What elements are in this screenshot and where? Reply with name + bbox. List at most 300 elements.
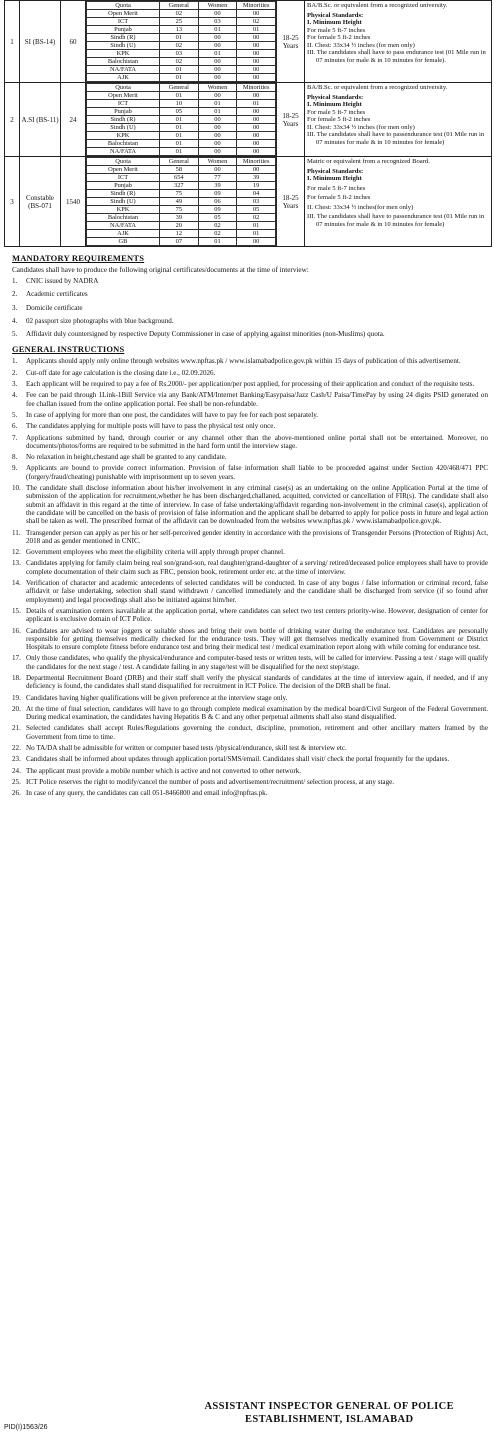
female-height: For female 5 ft-2 inches (307, 194, 371, 201)
quota-cell-value: 00 (237, 50, 276, 58)
item-number: 7. (12, 433, 18, 442)
quota-cell-value: 01 (198, 238, 237, 246)
quota-cell-value: Punjab (87, 108, 160, 116)
quota-row (87, 116, 276, 124)
quota-cell-value: 00 (198, 34, 237, 42)
item-number: 20. (12, 704, 21, 713)
item-text: Candidates shall be informed about updates through application portal/SMS/email. Candidates shall visit/ check the portal frequently for the updates. (26, 755, 450, 764)
physical-standards-heading: Physical Standards: (307, 167, 364, 175)
physical-standards-heading: Physical Standards: (307, 11, 364, 19)
item-number: 16. (12, 626, 21, 635)
item-number: 19. (12, 693, 21, 702)
quota-header-cell: General (160, 2, 199, 10)
quota-row (87, 42, 276, 50)
quota-row (87, 214, 276, 222)
list-item (4, 453, 488, 461)
quota-cell-value: 05 (160, 108, 199, 116)
quota-cell-value: NA/FATA (87, 66, 160, 74)
quota-row (87, 238, 276, 246)
item-number: 13. (12, 559, 21, 568)
item-text: Each applicant will be required to pay a fee of Rs.2000/- per application/per post applied, for processing of their application and conduct of the requisite tests. (26, 380, 475, 389)
quota-cell-value: 00 (237, 166, 276, 174)
quota-cell-value: 02 (198, 230, 237, 238)
list-item (4, 330, 488, 338)
quota-cell-value: 00 (237, 92, 276, 100)
quota-cell-value: 75 (160, 190, 199, 198)
quota-cell-value: 07 (160, 238, 199, 246)
quota-cell (86, 1, 277, 83)
post-serial: 2 (5, 83, 20, 157)
post-total: 24 (61, 83, 86, 157)
quota-row (87, 108, 276, 116)
quota-row (87, 10, 276, 18)
quota-cell-value: 49 (160, 198, 199, 206)
quota-cell-value: 00 (198, 166, 237, 174)
item-text: The candidates applying for multiple posts will have to pass the physical test only once. (26, 422, 276, 431)
quota-row (87, 182, 276, 190)
quota-cell-value: 01 (237, 100, 276, 108)
item-text: Applications submitted by hand, through courier or any channel other than the above-mentioned online portal shall not be entertained. Moreover, no documents/photos/forms are required to be submitted in the hard form until the interview stage. (26, 433, 488, 450)
item-text: Verification of character and academic antecedents of selected candidates will be conducted. In case of any bogus / false information or criminal record, false affidavit or false undertaking, selection shall stand withdrawn / cancelled immediately and the candidate shall be discharged from service (if so found after employment) and legal proceedings shall also be initiated against him/her. (26, 579, 488, 604)
quota-row (87, 34, 276, 42)
item-text: Departmental Recruitment Board (DRB) and their staff shall verify the physical standards of candidates at the time of interview again, if needed, and if any deficiency is found, the candidates shall stand disqualified for recruitment in ICT Police. The decision of the DRB shall be final. (26, 673, 488, 691)
item-text: CNIC issued by NADRA (26, 277, 99, 285)
quota-cell-value: AJK (87, 230, 160, 238)
male-height: For male 5 ft-7 inches (307, 184, 366, 192)
quota-row (87, 74, 276, 82)
list-item (4, 789, 488, 797)
item-text: Fee can be paid through 1Link-1Bill Service via any Bank/ATM/Internet Banking/Easypaisa/Jazz Cash/U Paisa/TimePay by using 24 digits PSID generated on fee challan issued from the online application portal. Fee shall be non-refundable. (26, 391, 488, 408)
item-number: 14. (12, 579, 21, 588)
quota-cell-value: 02 (160, 58, 199, 66)
quota-row (87, 174, 276, 182)
item-number: 24. (12, 766, 21, 775)
item-number: 25. (12, 777, 21, 786)
quota-row (87, 166, 276, 174)
quota-cell-value: 39 (237, 174, 276, 182)
item-text: Applicants should apply only online through websites www.npftas.pk / www.islamabadpolice.gov.pk within 15 days of publication of this advertisement. (26, 357, 461, 366)
post-row (5, 1, 492, 83)
quota-cell-value: 00 (237, 140, 276, 148)
quota-cell-value: Punjab (87, 26, 160, 34)
quota-row (87, 148, 276, 156)
list-item (4, 767, 488, 775)
item-number: 23. (12, 755, 21, 764)
post-serial: 1 (5, 1, 20, 83)
quota-cell-value: 01 (198, 50, 237, 58)
list-item (4, 434, 488, 451)
quota-header-cell: Quota (87, 84, 160, 92)
quota-cell-value: 77 (198, 174, 237, 182)
item-number: 1. (12, 277, 18, 285)
quota-cell-value: 02 (237, 214, 276, 222)
list-item (4, 724, 488, 741)
quota-cell-value: 01 (160, 132, 199, 140)
pid-number: PID(I)1563/26 (4, 1424, 48, 1431)
quota-row (87, 190, 276, 198)
quota-cell-value: 00 (237, 74, 276, 82)
quota-row (87, 140, 276, 148)
quota-cell-value: KPK (87, 206, 160, 214)
qualification-text: Matric or equivalent from a recognized Board. (307, 158, 430, 165)
quota-cell-value: 04 (237, 190, 276, 198)
item-text: Selected candidates shall accept Rules/Regulations governing the conduct, discipline, promotion, retirement and other ancillary matters framed by the Government from time to time. (26, 724, 488, 741)
post-row (5, 83, 492, 157)
quota-row (87, 230, 276, 238)
quota-row (87, 222, 276, 230)
item-text: ICT Police reserves the right to modify/cancel the number of posts and advertisement/recruitment/ selection process, at any stage. (26, 777, 395, 786)
quota-cell (86, 157, 277, 247)
quota-cell-value: 00 (198, 140, 237, 148)
quota-cell-value: Open Merit (87, 10, 160, 18)
quota-row (87, 206, 276, 214)
item-text: The applicant must provide a mobile number which is active and not converted to other network. (26, 766, 302, 775)
quota-cell-value: 00 (198, 132, 237, 140)
male-height: For male 5 ft-7 inches (307, 108, 366, 116)
quota-cell-value: 75 (160, 206, 199, 214)
item-number: 6. (12, 422, 18, 431)
quota-table (86, 1, 276, 82)
quota-cell-value: 01 (160, 124, 199, 132)
quota-row (87, 18, 276, 26)
quota-table (86, 157, 276, 246)
qualification-cell (305, 83, 492, 157)
item-text: No relaxation in height,chestand age shall be granted to any candidate. (26, 453, 227, 462)
quota-cell-value: 00 (237, 34, 276, 42)
general-instructions-section (4, 344, 492, 797)
list-item (4, 304, 488, 312)
list-item (4, 422, 488, 430)
item-number: 15. (12, 606, 21, 615)
item-number: 4. (12, 316, 18, 325)
mandatory-list (4, 277, 492, 338)
quota-cell-value: 06 (198, 198, 237, 206)
quota-header-cell: Minorities (237, 84, 276, 92)
quota-cell-value: 327 (160, 182, 199, 190)
list-item (4, 277, 488, 285)
post-name: Constable (BS-071 (20, 157, 61, 247)
item-text: Domicile certificate (26, 303, 83, 312)
quota-cell-value: Sindh (R) (87, 34, 160, 42)
quota-header-cell: Quota (87, 2, 160, 10)
quota-cell-value: 05 (237, 206, 276, 214)
quota-header-cell: Quota (87, 158, 160, 166)
quota-cell-value: 01 (198, 26, 237, 34)
quota-cell-value: 19 (237, 182, 276, 190)
height-heading: I. Minimum Height (307, 101, 362, 108)
quota-header-cell: Women (198, 84, 237, 92)
post-name: A.SI (BS-11) (20, 83, 61, 157)
post-total: 60 (61, 1, 86, 83)
item-text: Details of examination centers isavailable at the application portal, where candidates can select two test centers priority-wise. However, designation of center for applicant is exclusive domain of ICT Police. (26, 606, 488, 624)
quota-cell-value: 20 (160, 222, 199, 230)
qualification-text: BA/B.Sc. or equivalent from a recognized university. (307, 84, 448, 91)
signatory-block (204, 1400, 454, 1426)
quota-cell-value: 00 (237, 116, 276, 124)
quota-cell-value: 00 (237, 148, 276, 156)
item-text: Applicants are bound to provide correct information. Provision of false information shall liable to be proceeded against under Section 420/468/471 PPC (forgery/fraud/cheating) punishable with imprisonment up to seven years. (26, 464, 488, 481)
posts-table (4, 0, 492, 247)
item-number: 5. (12, 410, 18, 419)
list-item (4, 484, 488, 525)
chest-standard: II. Chest: 33x34 ½ inches(for men only) (307, 203, 414, 211)
endurance-standard: III. The candidates shall have to passendurance test (01 Mile run in 07 minutes for male & in 10 minutes for female) (307, 131, 485, 146)
quota-cell-value: Balochistan (87, 214, 160, 222)
quota-cell-value: 00 (237, 108, 276, 116)
quota-header-row (87, 84, 276, 92)
item-number: 21. (12, 724, 21, 733)
item-number: 3. (12, 303, 18, 312)
chest-standard: II. Chest: 33x34 ½ inches (for men only) (307, 123, 415, 131)
post-name: SI (BS-14) (20, 1, 61, 83)
list-item (4, 357, 488, 365)
quota-cell-value: 00 (198, 148, 237, 156)
list-item (4, 411, 488, 419)
quota-cell-value: 01 (160, 66, 199, 74)
list-item (4, 654, 488, 671)
list-item (4, 391, 488, 408)
quota-cell-value: 00 (198, 10, 237, 18)
quota-cell-value: 00 (198, 58, 237, 66)
female-height: For female 5 ft-2 inches (307, 34, 371, 41)
quota-row (87, 100, 276, 108)
quota-cell-value: 02 (160, 10, 199, 18)
quota-table (86, 83, 276, 156)
post-age: 18-25 Years (277, 157, 305, 247)
quota-cell-value: Open Merit (87, 166, 160, 174)
quota-cell-value: 00 (237, 238, 276, 246)
list-item (4, 559, 488, 576)
quota-cell-value: ICT (87, 18, 160, 26)
quota-cell-value: KPK (87, 50, 160, 58)
item-number: 2. (12, 290, 18, 299)
quota-cell-value: 01 (237, 230, 276, 238)
quota-header-cell: Women (198, 2, 237, 10)
quota-cell-value: 00 (198, 124, 237, 132)
list-item (4, 694, 488, 702)
quota-cell-value: 02 (198, 222, 237, 230)
quota-cell-value: NA/FATA (87, 222, 160, 230)
quota-cell-value: 03 (160, 50, 199, 58)
general-heading: GENERAL INSTRUCTIONS (12, 344, 125, 355)
quota-cell-value: 01 (198, 108, 237, 116)
qualification-cell (305, 1, 492, 83)
list-item (4, 464, 488, 481)
item-number: 1. (12, 357, 18, 366)
post-serial: 3 (5, 157, 20, 247)
quota-cell-value: 39 (198, 182, 237, 190)
quota-cell-value: 00 (198, 42, 237, 50)
quota-cell-value: 00 (198, 92, 237, 100)
mandatory-requirements-section (4, 253, 492, 338)
quota-cell-value: 09 (198, 206, 237, 214)
list-item (4, 744, 488, 752)
quota-cell-value: 25 (160, 18, 199, 26)
quota-row (87, 66, 276, 74)
quota-row (87, 124, 276, 132)
item-number: 3. (12, 380, 18, 389)
quota-cell-value: 39 (160, 214, 199, 222)
endurance-standard: III. The candidates shall have to pass endurance test (01 Mile run in 07 minutes for male & in 10 minutes for female). (307, 49, 486, 64)
list-item (4, 529, 488, 546)
quota-cell (86, 83, 277, 157)
general-list (4, 357, 492, 797)
quota-row (87, 198, 276, 206)
quota-cell-value: KPK (87, 132, 160, 140)
male-height: For male 5 ft-7 inches (307, 26, 366, 34)
quota-cell-value: Balochistan (87, 140, 160, 148)
quota-cell-value: 00 (198, 116, 237, 124)
quota-cell-value: NA/FATA (87, 148, 160, 156)
quota-row (87, 58, 276, 66)
advertisement-page (4, 0, 492, 801)
item-number: 10. (12, 484, 21, 493)
quota-cell-value: 00 (237, 124, 276, 132)
quota-cell-value: 01 (198, 100, 237, 108)
signatory-line2: ESTABLISHMENT, ISLAMABAD (244, 1414, 414, 1425)
item-text: Transgender person can apply as per his or her self-perceived gender identity in accordance with the provisions of Transgender Persons (Protection of Rights) Act, 2018 and as gender mentioned in CNIC. (26, 528, 488, 545)
quota-cell-value: 00 (198, 74, 237, 82)
item-text: In case of any query, the candidates can call 051-8466800 and email info@npftas.pk. (26, 789, 268, 798)
list-item (4, 674, 488, 691)
quota-cell-value: 01 (160, 116, 199, 124)
item-text: Government employees who meet the eligibility criteria will apply through proper channel. (26, 548, 285, 557)
post-row (5, 157, 492, 247)
list-item (4, 548, 488, 556)
list-item (4, 317, 488, 325)
mandatory-heading: MANDATORY REQUIREMENTS (12, 253, 145, 263)
quota-cell-value: ICT (87, 174, 160, 182)
chest-standard: II. Chest: 33x34 ½ inches (for men only) (307, 41, 415, 49)
quota-cell-value: 00 (237, 10, 276, 18)
quota-cell-value: Sindh (U) (87, 198, 160, 206)
item-number: 17. (12, 654, 21, 663)
quota-header-cell: Minorities (237, 2, 276, 10)
quota-cell-value: 01 (160, 148, 199, 156)
quota-cell-value: 12 (160, 230, 199, 238)
item-text: 02 passport size photographs with blue background. (26, 316, 174, 325)
item-text: At the time of final selection, candidates will have to go through complete medical examination by the medical board/Civil Surgeon of the Federal Government. During medical examination, the candidates having Hepatitis B & C and any other perpetual ailments shall also stand disqualified. (26, 704, 488, 722)
quota-cell-value: 02 (237, 18, 276, 26)
post-age: 18-25 Years (277, 1, 305, 83)
qualification-text: BA/B.Sc. or equivalent from a recognized university. (307, 2, 448, 9)
quota-header-row (87, 2, 276, 10)
quota-header-row (87, 158, 276, 166)
height-heading: I. Minimum Height (307, 175, 362, 182)
quota-cell-value: GB (87, 238, 160, 246)
quota-cell-value: Balochistan (87, 58, 160, 66)
list-item (4, 607, 488, 624)
item-text: Cut-off date for age calculation is the closing date i.e., 02.09.2026. (26, 368, 216, 377)
item-number: 11. (12, 528, 21, 537)
quota-row (87, 50, 276, 58)
quota-cell-value: 654 (160, 174, 199, 182)
quota-cell-value: 03 (237, 198, 276, 206)
qualification-cell (305, 157, 492, 247)
item-text: Candidates applying for family claim being real son/grand-son, real daughter/grand-daughter of a serving/ retired/deceased police employees shall have to provide complete documentation of their claim such as FRC, pension book, retirement order etc. at the time of interview. (26, 559, 488, 576)
height-heading: I. Minimum Height (307, 19, 362, 26)
quota-row (87, 26, 276, 34)
item-text: No TA/DA shall be admissible for written or computer based tests /physical/endurance, skill test & interview etc. (26, 744, 347, 753)
quota-cell-value: 00 (198, 66, 237, 74)
item-number: 12. (12, 548, 21, 557)
quota-header-cell: Women (198, 158, 237, 166)
item-number: 26. (12, 789, 21, 798)
quota-cell-value: 00 (237, 42, 276, 50)
list-item (4, 579, 488, 604)
quota-cell-value: 01 (237, 222, 276, 230)
quota-cell-value: 01 (160, 34, 199, 42)
item-text: Candidates are advised to wear joggers or suitable shoes and bring their own bottle of drinking water during the endurance test. Candidates are personally responsible for getting themselves medically checked for the endurance tests. They will get themselves medically examined from Government or District Hospitals to ensure complete fitness before endurance test and bring their medical test / medical examination report along with while coming for endurance test. (26, 626, 488, 652)
post-age: 18-25 Years (277, 83, 305, 157)
quota-row (87, 92, 276, 100)
quota-header-cell: General (160, 84, 199, 92)
quota-cell-value: Sindh (R) (87, 190, 160, 198)
quota-cell-value: Sindh (R) (87, 116, 160, 124)
quota-cell-value: 58 (160, 166, 199, 174)
item-text: Only those candidates, who qualify the physical/endurance and computer-based tests or written tests, will be called for interview. Passing a test / stage will qualify the candidates for the next stage / test. A candidate failing in any stage/test will be disqualified for the next step/stage. (26, 654, 488, 671)
quota-cell-value: 09 (198, 190, 237, 198)
quota-cell-value: 03 (198, 18, 237, 26)
female-height: For female 5 ft-2 inches (307, 116, 371, 123)
signatory-line1: ASSISTANT INSPECTOR GENERAL OF POLICE (204, 1401, 454, 1412)
item-number: 2. (12, 368, 18, 377)
quota-cell-value: 02 (160, 42, 199, 50)
item-number: 8. (12, 453, 18, 462)
list-item (4, 369, 488, 377)
quota-cell-value: 01 (237, 26, 276, 34)
quota-header-cell: General (160, 158, 199, 166)
list-item (4, 380, 488, 388)
item-text: Academic certificates (26, 290, 88, 299)
quota-cell-value: 00 (237, 66, 276, 74)
physical-standards-heading: Physical Standards: (307, 93, 364, 101)
quota-cell-value: 01 (160, 140, 199, 148)
quota-header-cell: Minorities (237, 158, 276, 166)
item-number: 9. (12, 464, 18, 473)
quota-cell-value: 13 (160, 26, 199, 34)
quota-cell-value: Sindh (U) (87, 42, 160, 50)
quota-row (87, 132, 276, 140)
quota-cell-value: 01 (160, 92, 199, 100)
post-total: 1540 (61, 157, 86, 247)
quota-cell-value: 05 (198, 214, 237, 222)
endurance-standard: III. The candidates shall have to passendurance test (01 Mile run in 07 minutes for male & in 10 minutes for female) (307, 213, 485, 228)
item-number: 22. (12, 744, 21, 753)
item-number: 4. (12, 391, 18, 400)
quota-cell-value: 00 (237, 58, 276, 66)
quota-cell-value: Punjab (87, 182, 160, 190)
list-item (4, 705, 488, 722)
item-text: The candidate shall disclose information about his/her involvement in any criminal case(s) as an undertaking on the online Application Portal at the time of submission of the application for recruitment,whether he has been discharged,challaned, acquitted, convicted or cancellation of FIR(s). The candidate shall also submit an affidavit in this regard at the time of interview. In case of false undertaking/affidavit regarding non-involvement in the criminal case(s), application of the candidate will be cancelled on the basis of provision of false information and the applicant shall be debarred to apply for police posts in future and legal action shall be taken as well. The prescribed format of the affidavit can be downloaded from the websites www.npftas.pk / www.islamabadpolice.gov.pk. (26, 484, 488, 526)
item-text: Affidavit duly countersigned by respective Deputy Commissioner in case of applying against minorities (non-Muslims) quota. (26, 330, 385, 339)
item-number: 18. (12, 673, 21, 682)
mandatory-intro: Candidates shall have to produce the following original certificates/documents at the time of interview: (12, 266, 309, 274)
list-item (4, 627, 488, 652)
quota-cell-value: 10 (160, 100, 199, 108)
item-text: In case of applying for more than one post, the candidates will have to pay fee for each post separately. (26, 410, 319, 419)
quota-cell-value: AJK (87, 74, 160, 82)
list-item (4, 755, 488, 763)
footer (0, 1398, 494, 1438)
quota-cell-value: 00 (237, 132, 276, 140)
quota-cell-value: Open Merit (87, 92, 160, 100)
list-item (4, 778, 488, 786)
item-number: 5. (12, 330, 18, 339)
quota-cell-value: Sindh (U) (87, 124, 160, 132)
list-item (4, 290, 488, 298)
quota-cell-value: ICT (87, 100, 160, 108)
